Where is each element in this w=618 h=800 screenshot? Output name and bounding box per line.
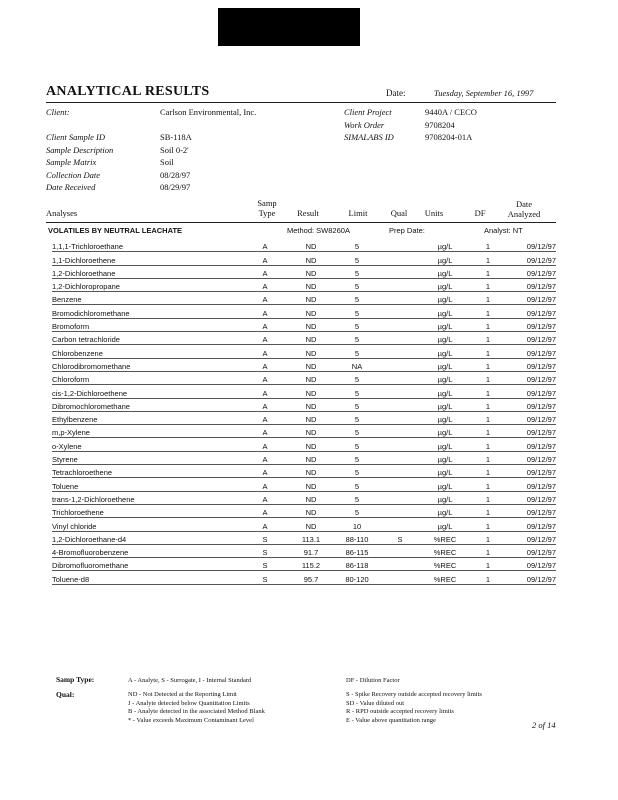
row-qual — [380, 345, 420, 358]
row-result: ND — [288, 278, 334, 291]
row-samp-type: A — [242, 318, 288, 331]
table-row — [52, 544, 556, 557]
row-samp-type: A — [242, 451, 288, 464]
row-df: 1 — [470, 371, 506, 384]
row-units: µg/L — [420, 332, 470, 345]
row-result: ND — [288, 425, 334, 438]
row-df: 1 — [470, 571, 506, 584]
row-df: 1 — [470, 318, 506, 331]
row-date-analyzed: 09/12/97 — [506, 252, 556, 265]
row-analyte-name: 1,1,1-Trichloroethane — [52, 239, 242, 252]
row-units: µg/L — [420, 438, 470, 451]
footer-qual-label: Qual: — [56, 690, 75, 699]
row-limit: 86-118 — [334, 558, 380, 571]
row-qual — [380, 239, 420, 252]
row-limit: 5 — [334, 438, 380, 451]
row-analyte-name: Dibromochloromethane — [52, 398, 242, 411]
row-result: ND — [288, 504, 334, 517]
date-value: Tuesday, September 16, 1997 — [434, 88, 534, 98]
footer-qual-left-3: B - Analyte detected in the associated Method Blank — [128, 708, 265, 715]
row-result: ND — [288, 252, 334, 265]
row-samp-type: A — [242, 385, 288, 398]
row-date-analyzed: 09/12/97 — [506, 292, 556, 305]
row-result: ND — [288, 451, 334, 464]
row-samp-type: A — [242, 239, 288, 252]
row-analyte-name: m,p-Xylene — [52, 425, 242, 438]
table-row — [52, 385, 556, 398]
table-row — [52, 478, 556, 491]
footer-qual-right-3: R - RPD outside accepted recovery limits — [346, 708, 454, 715]
section-prep-date: Prep Date: — [389, 226, 425, 235]
row-result: ND — [288, 358, 334, 371]
date-label: Date: — [386, 88, 406, 98]
row-limit: 5 — [334, 305, 380, 318]
row-units: %REC — [420, 558, 470, 571]
table-row — [52, 504, 556, 517]
row-analyte-name: 1,2-Dichloroethane-d4 — [52, 531, 242, 544]
page-title: ANALYTICAL RESULTS — [46, 84, 210, 99]
row-qual — [380, 292, 420, 305]
row-qual — [380, 305, 420, 318]
row-samp-type: A — [242, 504, 288, 517]
row-result: ND — [288, 345, 334, 358]
row-qual — [380, 332, 420, 345]
row-result: ND — [288, 398, 334, 411]
row-analyte-name: Chlorodibromomethane — [52, 358, 242, 371]
row-result: ND — [288, 371, 334, 384]
row-analyte-name: trans-1,2-Dichloroethene — [52, 491, 242, 504]
row-result: ND — [288, 305, 334, 318]
row-df: 1 — [470, 398, 506, 411]
row-analyte-name: cis-1,2-Dichloroethene — [52, 385, 242, 398]
row-qual — [380, 371, 420, 384]
row-df: 1 — [470, 451, 506, 464]
row-limit: 10 — [334, 518, 380, 531]
row-analyte-name: 1,1-Dichloroethene — [52, 252, 242, 265]
col-samp-line2: Type — [258, 208, 276, 218]
col-limit: Limit — [348, 208, 368, 218]
table-row — [52, 491, 556, 504]
row-samp-type: A — [242, 278, 288, 291]
col-date-line1: Date — [515, 199, 533, 209]
row-qual — [380, 558, 420, 571]
row-analyte-name: Dibromofluoromethane — [52, 558, 242, 571]
row-limit: 5 — [334, 451, 380, 464]
row-samp-type: A — [242, 358, 288, 371]
table-row — [52, 571, 556, 584]
sample-matrix-value: Soil — [160, 157, 174, 167]
row-limit: 5 — [334, 491, 380, 504]
row-qual — [380, 451, 420, 464]
row-units: µg/L — [420, 411, 470, 424]
row-samp-type: A — [242, 265, 288, 278]
footer-df-text: DF - Dilution Factor — [346, 677, 400, 684]
row-samp-type: A — [242, 398, 288, 411]
row-limit: 80-120 — [334, 571, 380, 584]
row-analyte-name: Trichloroethene — [52, 504, 242, 517]
results-body — [52, 239, 556, 584]
col-df: DF — [474, 208, 486, 218]
row-qual — [380, 278, 420, 291]
table-row — [52, 252, 556, 265]
work-order-value: 9708204 — [425, 119, 455, 130]
table-row — [52, 358, 556, 371]
row-date-analyzed: 09/12/97 — [506, 371, 556, 384]
row-samp-type: A — [242, 491, 288, 504]
row-limit: 5 — [334, 265, 380, 278]
row-units: µg/L — [420, 385, 470, 398]
row-units: µg/L — [420, 305, 470, 318]
footer-qual-left — [128, 691, 265, 725]
row-analyte-name: Toluene-d8 — [52, 571, 242, 584]
client-project-value: 9440A / CECO — [425, 107, 477, 117]
row-limit: 5 — [334, 239, 380, 252]
table-row — [52, 558, 556, 571]
date-received-label: Date Received — [46, 182, 96, 192]
row-samp-type: A — [242, 371, 288, 384]
row-df: 1 — [470, 385, 506, 398]
row-analyte-name: Vinyl chloride — [52, 518, 242, 531]
info-labels-left — [46, 106, 113, 194]
row-units: µg/L — [420, 358, 470, 371]
client-value: Carlson Environmental, Inc. — [160, 107, 257, 117]
table-row — [52, 292, 556, 305]
table-row — [52, 438, 556, 451]
column-header-rule — [46, 222, 556, 223]
row-units: %REC — [420, 531, 470, 544]
table-row — [52, 531, 556, 544]
table-row — [52, 305, 556, 318]
row-analyte-name: 4-Bromofluorobenzene — [52, 544, 242, 557]
sample-matrix-label: Sample Matrix — [46, 157, 97, 167]
row-units: %REC — [420, 571, 470, 584]
row-qual — [380, 465, 420, 478]
col-date-line2: Analyzed — [507, 209, 541, 219]
row-result: ND — [288, 478, 334, 491]
row-date-analyzed: 09/12/97 — [506, 571, 556, 584]
row-result: 115.2 — [288, 558, 334, 571]
row-df: 1 — [470, 345, 506, 358]
row-df: 1 — [470, 305, 506, 318]
row-samp-type: A — [242, 425, 288, 438]
info-values-right — [425, 106, 477, 144]
row-df: 1 — [470, 531, 506, 544]
row-result: ND — [288, 265, 334, 278]
table-row — [52, 265, 556, 278]
row-analyte-name: Ethylbenzene — [52, 411, 242, 424]
row-samp-type: A — [242, 305, 288, 318]
row-limit: 5 — [334, 252, 380, 265]
row-units: µg/L — [420, 465, 470, 478]
footer-qual-right-2: SD - Value diluted out — [346, 699, 405, 707]
row-result: ND — [288, 518, 334, 531]
col-units: Units — [424, 208, 444, 218]
row-units: µg/L — [420, 504, 470, 517]
footer-qual-left-1: ND - Not Detected at the Reporting Limit — [128, 691, 237, 698]
row-qual — [380, 385, 420, 398]
footer-qual-left-2: J - Analyte detected below Quantitation Limits — [128, 699, 250, 707]
row-date-analyzed: 09/12/97 — [506, 531, 556, 544]
row-units: µg/L — [420, 451, 470, 464]
row-analyte-name: Chlorobenzene — [52, 345, 242, 358]
page-number: 2 of 14 — [532, 720, 556, 730]
row-date-analyzed: 09/12/97 — [506, 504, 556, 517]
row-result: ND — [288, 411, 334, 424]
row-units: µg/L — [420, 518, 470, 531]
row-units: µg/L — [420, 278, 470, 291]
row-limit: 5 — [334, 345, 380, 358]
row-result: ND — [288, 385, 334, 398]
row-analyte-name: Chloroform — [52, 371, 242, 384]
row-result: ND — [288, 438, 334, 451]
row-limit: 5 — [334, 318, 380, 331]
row-analyte-name: Bromoform — [52, 318, 242, 331]
row-analyte-name: Styrene — [52, 451, 242, 464]
lab-id-label: SIMALABS ID — [344, 132, 394, 142]
row-date-analyzed: 09/12/97 — [506, 425, 556, 438]
row-units: µg/L — [420, 292, 470, 305]
row-qual — [380, 504, 420, 517]
row-limit: NA — [334, 358, 380, 371]
row-date-analyzed: 09/12/97 — [506, 278, 556, 291]
row-limit: 88-110 — [334, 531, 380, 544]
row-date-analyzed: 09/12/97 — [506, 491, 556, 504]
row-result: ND — [288, 318, 334, 331]
row-df: 1 — [470, 358, 506, 371]
row-result: ND — [288, 491, 334, 504]
row-qual — [380, 265, 420, 278]
work-order-label: Work Order — [344, 119, 385, 130]
redaction-block — [218, 8, 360, 46]
row-df: 1 — [470, 544, 506, 557]
row-result: 91.7 — [288, 544, 334, 557]
header-rule — [46, 102, 556, 103]
row-qual — [380, 411, 420, 424]
row-units: µg/L — [420, 318, 470, 331]
table-row — [52, 332, 556, 345]
table-row — [52, 318, 556, 331]
row-result: ND — [288, 239, 334, 252]
row-qual: S — [380, 531, 420, 544]
row-date-analyzed: 09/12/97 — [506, 451, 556, 464]
row-date-analyzed: 09/12/97 — [506, 518, 556, 531]
row-result: 113.1 — [288, 531, 334, 544]
sample-description-label: Sample Description — [46, 144, 114, 155]
table-row — [52, 398, 556, 411]
row-date-analyzed: 09/12/97 — [506, 544, 556, 557]
row-df: 1 — [470, 504, 506, 517]
row-limit: 5 — [334, 278, 380, 291]
row-qual — [380, 358, 420, 371]
row-samp-type: A — [242, 465, 288, 478]
row-limit: 5 — [334, 504, 380, 517]
row-limit: 86-115 — [334, 544, 380, 557]
row-samp-type: S — [242, 544, 288, 557]
table-row — [52, 451, 556, 464]
row-date-analyzed: 09/12/97 — [506, 345, 556, 358]
table-row — [52, 278, 556, 291]
row-analyte-name: Bromodichloromethane — [52, 305, 242, 318]
row-qual — [380, 252, 420, 265]
row-date-analyzed: 09/12/97 — [506, 265, 556, 278]
row-samp-type: A — [242, 292, 288, 305]
col-date-analyzed — [498, 199, 550, 219]
results-table — [52, 239, 556, 585]
row-df: 1 — [470, 411, 506, 424]
row-samp-type: A — [242, 438, 288, 451]
row-units: µg/L — [420, 371, 470, 384]
row-date-analyzed: 09/12/97 — [506, 411, 556, 424]
row-samp-type: A — [242, 332, 288, 345]
client-label: Client: — [46, 107, 70, 117]
col-samp-type — [250, 198, 284, 218]
row-limit: 5 — [334, 292, 380, 305]
row-date-analyzed: 09/12/97 — [506, 305, 556, 318]
row-limit: 5 — [334, 332, 380, 345]
row-date-analyzed: 09/12/97 — [506, 465, 556, 478]
row-df: 1 — [470, 478, 506, 491]
row-samp-type: A — [242, 252, 288, 265]
row-df: 1 — [470, 491, 506, 504]
row-units: µg/L — [420, 252, 470, 265]
row-qual — [380, 318, 420, 331]
row-limit: 5 — [334, 398, 380, 411]
row-analyte-name: Tetrachloroethene — [52, 465, 242, 478]
row-samp-type: A — [242, 518, 288, 531]
row-units: µg/L — [420, 478, 470, 491]
row-limit: 5 — [334, 478, 380, 491]
collection-date-label: Collection Date — [46, 169, 101, 180]
table-row — [52, 465, 556, 478]
row-samp-type: A — [242, 345, 288, 358]
table-row — [52, 518, 556, 531]
row-units: µg/L — [420, 491, 470, 504]
row-df: 1 — [470, 278, 506, 291]
collection-date-value: 08/28/97 — [160, 169, 191, 180]
row-limit: 5 — [334, 411, 380, 424]
row-qual — [380, 425, 420, 438]
footer-qual-left-4: * - Value exceeds Maximum Contaminant Level — [128, 716, 254, 724]
row-samp-type: A — [242, 411, 288, 424]
footer-samp-type-text: A - Analyte, S - Surrogate, I - Internal Standard — [128, 677, 252, 684]
row-units: µg/L — [420, 265, 470, 278]
row-date-analyzed: 09/12/97 — [506, 358, 556, 371]
row-date-analyzed: 09/12/97 — [506, 478, 556, 491]
row-df: 1 — [470, 252, 506, 265]
row-units: µg/L — [420, 345, 470, 358]
section-analyst: Analyst: NT — [484, 226, 523, 235]
row-qual — [380, 438, 420, 451]
row-qual — [380, 518, 420, 531]
row-df: 1 — [470, 558, 506, 571]
row-analyte-name: Benzene — [52, 292, 242, 305]
col-result: Result — [297, 208, 319, 218]
row-date-analyzed: 09/12/97 — [506, 332, 556, 345]
row-analyte-name: Carbon tetrachloride — [52, 332, 242, 345]
sample-description-value: Soil 0-2' — [160, 144, 189, 155]
sample-id-label: Client Sample ID — [46, 132, 106, 142]
sample-id-value: SB-118A — [160, 132, 192, 142]
row-qual — [380, 478, 420, 491]
row-df: 1 — [470, 332, 506, 345]
row-df: 1 — [470, 265, 506, 278]
row-qual — [380, 571, 420, 584]
lab-id-value: 9708204-01A — [425, 132, 473, 142]
section-header — [46, 224, 556, 237]
row-limit: 5 — [334, 465, 380, 478]
row-samp-type: S — [242, 571, 288, 584]
row-limit: 5 — [334, 425, 380, 438]
section-title: VOLATILES BY NEUTRAL LEACHATE — [48, 226, 183, 235]
footer-qual-right-4: E - Value above quantitation range — [346, 716, 436, 724]
table-row — [52, 425, 556, 438]
row-limit: 5 — [334, 371, 380, 384]
col-qual: Qual — [390, 208, 408, 218]
row-date-analyzed: 09/12/97 — [506, 318, 556, 331]
row-result: ND — [288, 465, 334, 478]
row-df: 1 — [470, 425, 506, 438]
row-analyte-name: o-Xylene — [52, 438, 242, 451]
row-analyte-name: Toluene — [52, 478, 242, 491]
row-df: 1 — [470, 465, 506, 478]
footer-qual-right-1: S - Spike Recovery outside accepted recovery limits — [346, 691, 482, 698]
table-row — [52, 371, 556, 384]
row-samp-type: A — [242, 478, 288, 491]
row-df: 1 — [470, 239, 506, 252]
date-received-value: 08/29/97 — [160, 182, 191, 192]
client-project-label: Client Project — [344, 107, 392, 117]
row-samp-type: S — [242, 558, 288, 571]
row-qual — [380, 398, 420, 411]
row-analyte-name: 1,2-Dichloropropane — [52, 278, 242, 291]
footer-qual-right — [346, 691, 482, 725]
row-date-analyzed: 09/12/97 — [506, 558, 556, 571]
footer-samp-type-label: Samp Type: — [56, 675, 95, 684]
table-row — [52, 411, 556, 424]
col-analyses: Analyses — [46, 208, 78, 218]
row-df: 1 — [470, 438, 506, 451]
row-units: µg/L — [420, 239, 470, 252]
table-row — [52, 345, 556, 358]
row-units: %REC — [420, 544, 470, 557]
row-samp-type: S — [242, 531, 288, 544]
row-date-analyzed: 09/12/97 — [506, 438, 556, 451]
row-units: µg/L — [420, 425, 470, 438]
row-df: 1 — [470, 518, 506, 531]
row-units: µg/L — [420, 398, 470, 411]
table-row — [52, 239, 556, 252]
row-result: ND — [288, 332, 334, 345]
section-method: Method: SW8260A — [287, 226, 350, 235]
row-date-analyzed: 09/12/97 — [506, 239, 556, 252]
row-analyte-name: 1,2-Dichloroethane — [52, 265, 242, 278]
info-labels-right — [344, 106, 394, 144]
row-date-analyzed: 09/12/97 — [506, 385, 556, 398]
row-qual — [380, 491, 420, 504]
row-result: ND — [288, 292, 334, 305]
row-limit: 5 — [334, 385, 380, 398]
info-values-left — [160, 106, 256, 194]
row-result: 95.7 — [288, 571, 334, 584]
col-samp-line1: Samp — [257, 198, 277, 208]
row-df: 1 — [470, 292, 506, 305]
row-date-analyzed: 09/12/97 — [506, 398, 556, 411]
row-qual — [380, 544, 420, 557]
